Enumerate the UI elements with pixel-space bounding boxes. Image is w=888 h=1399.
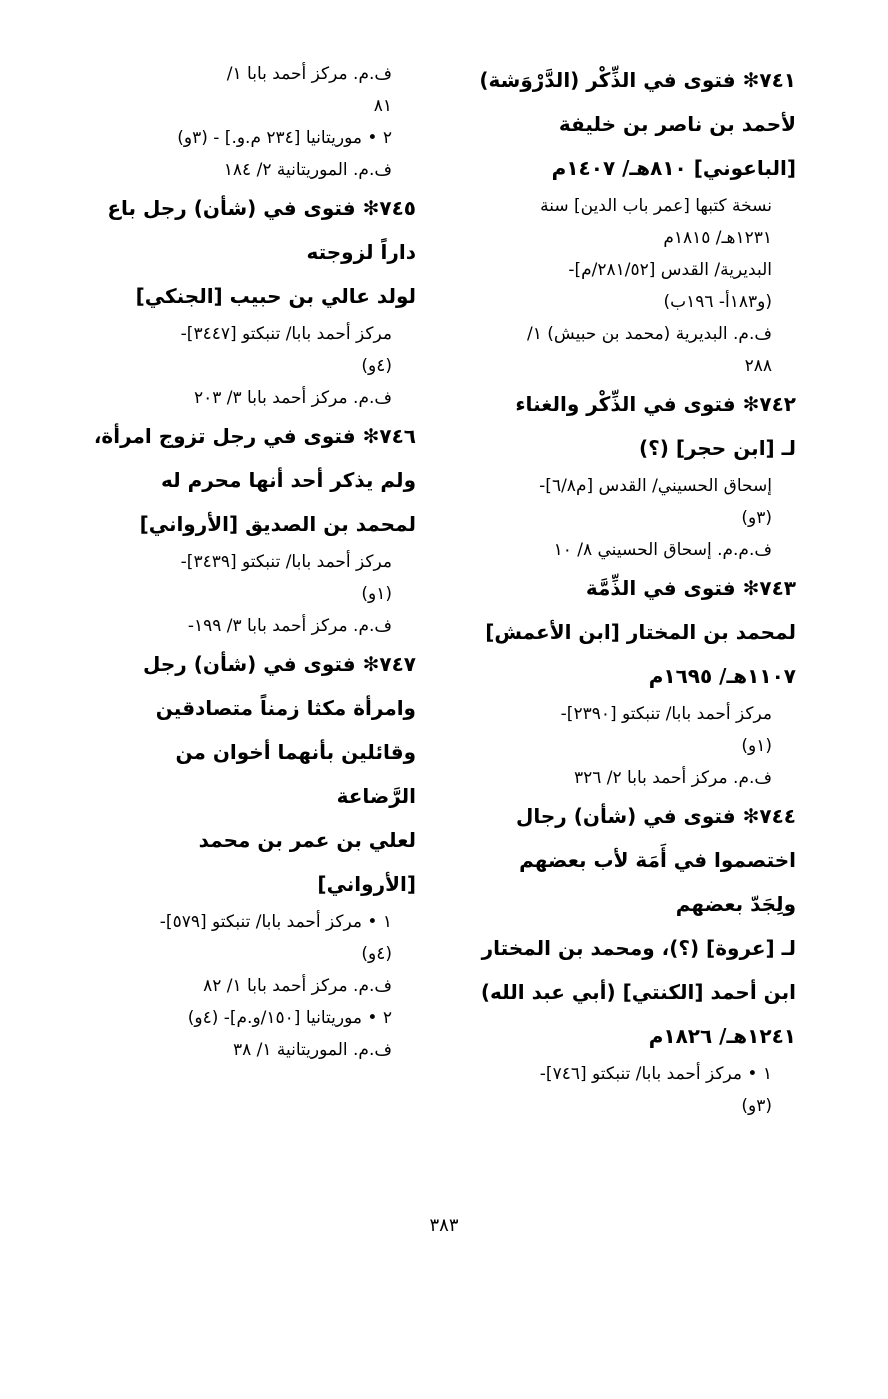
right-column-line-23: لـ [عروة] (؟)، ومحمد بن المختار [481,936,796,960]
left-column-line-6: لولد عالي بن حبيب [الجنكي] [135,284,416,308]
left-column-line-25: ٢ • موريتانيا [١٥٠/و.م]- (٤و) [187,1008,392,1028]
left-column-line-7: مركز أحمد بابا/ تنبكتو [٣٤٤٧]- [180,324,392,344]
left-column-line-19: الرَّضاعة [336,784,416,808]
left-column-line-11: ولم يذكر أحد أنها محرم له [160,468,416,492]
left-column-line-4: ٧٤٥✻ فتوى في (شأن) رجل باع [107,196,416,220]
right-column-line-21: اختصموا في أَمَة لأب بعضهم [519,848,796,872]
left-column-line-15: ف.م. مركز أحمد بابا ٣/ ١٩٩- [187,616,392,636]
right-column-line-9: ٧٤٢✻ فتوى في الذِّكْر والغناء [515,392,796,416]
left-column-line-23: (٤و) [361,944,392,964]
left-column-line-8: (٤و) [361,356,392,376]
left-column-line-14: (١و) [361,584,392,604]
right-column-line-11: إسحاق الحسيني/ القدس [م٦/٨]- [539,476,772,496]
left-column-line-26: ف.م. الموريتانية ١/ ٣٨ [232,1040,392,1060]
right-column-line-1: لأحمد بن ناصر بن خليفة [558,112,796,136]
right-column-line-27: (٣و) [741,1096,772,1116]
right-column-line-26: ١ • مركز أحمد بابا/ تنبكتو [٧٤٦]- [539,1064,772,1084]
left-column-line-9: ف.م. مركز أحمد بابا ٣/ ٢٠٣ [193,388,392,408]
right-column-line-6: (و١٨٣أ- ١٩٦ب) [663,292,772,312]
left-column-line-17: وامرأة مكثا زمناً متصادقين [155,696,416,720]
left-column-line-3: ف.م. الموريتانية ٢/ ١٨٤ [223,160,392,180]
right-column-line-15: لمحمد بن المختار [ابن الأعمش] [485,620,796,644]
left-column-line-12: لمحمد بن الصديق [الأرواني] [139,512,416,536]
page-number: ٣٨٣ [429,1215,459,1236]
right-column-line-13: ف.م.م. إسحاق الحسيني ٨/ ١٠ [553,540,772,560]
left-column-line-18: وقائلين بأنهما أخوان من [175,740,416,764]
left-column-line-16: ٧٤٧✻ فتوى في (شأن) رجل [142,652,416,676]
right-column-line-17: مركز أحمد بابا/ تنبكتو [٢٣٩٠]- [560,704,772,724]
left-column [64,58,416,1066]
right-column-line-24: ابن أحمد [الكنتي] (أبي عبد الله) [480,980,796,1004]
left-column-line-13: مركز أحمد بابا/ تنبكتو [٣٤٣٩]- [180,552,392,572]
right-column-line-20: ٧٤٤✻ فتوى في (شأن) رجال [515,804,796,828]
left-column-line-20: لعلي بن عمر بن محمد [198,828,416,852]
left-column-line-22: ١ • مركز أحمد بابا/ تنبكتو [٥٧٩]- [159,912,392,932]
left-column-line-0: ف.م. مركز أحمد بابا ١/ [226,64,392,84]
left-column-line-2: ٢ • موريتانيا [٢٣٤ م.و.] - (٣و) [177,128,392,148]
left-column-line-10: ٧٤٦✻ فتوى في رجل تزوج امرأة، [93,424,416,448]
right-column-line-16: ١١٠٧هـ/ ١٦٩٥م [648,664,796,688]
right-column-line-8: ٢٨٨ [744,356,772,376]
right-column-line-25: ١٢٤١هـ/ ١٨٢٦م [648,1024,796,1048]
right-column-line-2: [الباعوني] ٨١٠هـ/ ١٤٠٧م [551,156,796,180]
left-column-line-24: ف.م. مركز أحمد بابا ١/ ٨٢ [203,976,392,996]
right-column-line-3: نسخة كتبها [عمر باب الدين] سنة [540,196,772,216]
left-column-line-21: [الأرواني] [317,872,416,896]
right-column-line-10: لـ [ابن حجر] (؟) [638,436,796,460]
right-column-line-18: (١و) [741,736,772,756]
right-column-line-12: (٣و) [741,508,772,528]
right-column-line-5: البديرية/ القدس [٢٨١/٥٢/م]- [568,260,772,280]
left-column-line-5: داراً لزوجته [306,240,416,264]
right-column-line-7: ف.م. البديرية (محمد بن حبيش) ١/ [527,324,772,344]
right-column [444,58,796,1122]
right-column-line-0: ٧٤١✻ فتوى في الذِّكْر (الدَّرْوَشة) [479,68,796,92]
left-column-line-1: ٨١ [373,96,392,116]
right-column-line-22: ولِجَدّ بعضهم [675,892,796,916]
right-column-line-4: ١٢٣١هـ/ ١٨١٥م [663,228,772,248]
right-column-line-14: ٧٤٣✻ فتوى في الذِّمَّة [585,576,796,600]
right-column-line-19: ف.م. مركز أحمد بابا ٢/ ٣٢٦ [573,768,772,788]
